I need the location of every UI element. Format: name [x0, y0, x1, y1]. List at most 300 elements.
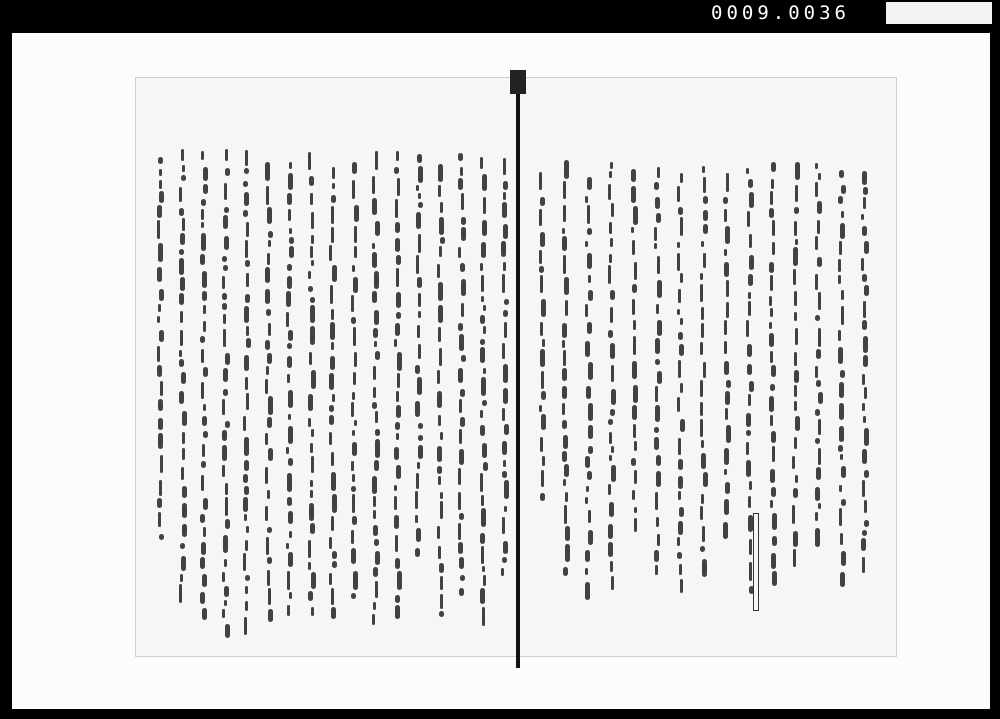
glyph-stroke — [585, 304, 588, 317]
glyph-stroke — [839, 508, 842, 526]
glyph-stroke — [373, 602, 376, 610]
glyph-stroke — [503, 181, 508, 190]
right-page-column — [768, 78, 778, 656]
glyph-stroke — [396, 465, 401, 479]
glyph-stroke — [397, 352, 402, 371]
glyph-stroke — [541, 299, 546, 317]
glyph-stroke — [159, 480, 162, 496]
glyph-stroke — [160, 381, 163, 396]
glyph-stroke — [483, 326, 486, 334]
glyph-stroke — [483, 368, 486, 374]
glyph-stroke — [655, 492, 658, 510]
left-page-column — [285, 78, 295, 656]
glyph-stroke — [268, 231, 273, 238]
glyph-stroke — [634, 470, 637, 484]
glyph-stroke — [815, 182, 818, 197]
glyph-stroke — [480, 410, 483, 418]
glyph-stroke — [224, 183, 227, 200]
glyph-stroke — [157, 365, 162, 377]
glyph-stroke — [268, 396, 273, 415]
glyph-stroke — [772, 220, 775, 236]
glyph-stroke — [332, 265, 337, 282]
glyph-stroke — [724, 361, 729, 375]
glyph-stroke — [395, 238, 400, 252]
glyph-stroke — [703, 177, 706, 193]
glyph-stroke — [352, 162, 357, 174]
glyph-stroke — [539, 266, 544, 273]
glyph-stroke — [840, 454, 843, 460]
glyph-stroke — [331, 309, 334, 320]
glyph-stroke — [459, 513, 464, 520]
glyph-stroke — [564, 505, 567, 524]
glyph-stroke — [482, 443, 487, 458]
glyph-stroke — [351, 402, 354, 417]
glyph-stroke — [587, 253, 592, 269]
glyph-stroke — [439, 246, 442, 257]
glyph-stroke — [655, 338, 660, 354]
glyph-stroke — [746, 168, 749, 174]
glyph-stroke — [680, 217, 683, 236]
glyph-stroke — [588, 446, 593, 454]
glyph-stroke — [563, 181, 566, 199]
glyph-stroke — [862, 374, 865, 385]
glyph-stroke — [726, 173, 729, 192]
glyph-stroke — [771, 553, 776, 569]
glyph-stroke — [246, 273, 249, 287]
glyph-stroke — [838, 445, 843, 452]
glyph-stroke — [181, 149, 184, 161]
glyph-stroke — [440, 501, 443, 519]
glyph-stroke — [770, 384, 775, 391]
glyph-stroke — [351, 317, 356, 324]
glyph-stroke — [861, 258, 864, 271]
glyph-stroke — [200, 557, 205, 569]
glyph-stroke — [772, 571, 777, 586]
glyph-stroke — [565, 492, 568, 502]
glyph-stroke — [815, 163, 818, 169]
glyph-stroke — [438, 476, 441, 485]
glyph-stroke — [634, 507, 637, 513]
glyph-stroke — [268, 588, 271, 605]
glyph-stroke — [244, 192, 249, 206]
glyph-stroke — [372, 252, 377, 268]
glyph-stroke — [418, 234, 421, 253]
glyph-stroke — [461, 303, 464, 317]
glyph-stroke — [415, 515, 418, 523]
glyph-stroke — [480, 263, 483, 271]
glyph-stroke — [286, 312, 289, 327]
glyph-stroke — [395, 558, 400, 569]
glyph-stroke — [182, 165, 185, 172]
glyph-stroke — [265, 289, 270, 304]
glyph-stroke — [201, 382, 204, 399]
glyph-stroke — [244, 168, 249, 174]
glyph-stroke — [222, 256, 227, 262]
glyph-stroke — [180, 330, 183, 346]
glyph-stroke — [268, 323, 271, 336]
glyph-stroke — [482, 607, 485, 626]
glyph-stroke — [396, 433, 399, 440]
glyph-stroke — [679, 507, 684, 517]
glyph-stroke — [440, 237, 445, 244]
glyph-stroke — [394, 339, 397, 347]
glyph-stroke — [794, 207, 799, 214]
glyph-stroke — [222, 293, 227, 300]
glyph-stroke — [657, 256, 660, 274]
glyph-stroke — [352, 392, 355, 400]
glyph-stroke — [396, 255, 401, 265]
glyph-stroke — [309, 352, 312, 365]
glyph-stroke — [158, 304, 161, 312]
glyph-stroke — [657, 320, 662, 336]
glyph-stroke — [480, 157, 483, 169]
glyph-stroke — [352, 442, 357, 456]
glyph-stroke — [225, 149, 228, 161]
glyph-stroke — [839, 426, 844, 442]
glyph-stroke — [795, 416, 800, 431]
glyph-stroke — [502, 202, 507, 218]
glyph-stroke — [374, 271, 379, 289]
glyph-stroke — [460, 389, 465, 397]
glyph-stroke — [700, 402, 703, 416]
glyph-stroke — [245, 377, 248, 390]
glyph-stroke — [609, 455, 612, 461]
glyph-stroke — [818, 448, 821, 465]
glyph-stroke — [481, 296, 484, 302]
glyph-stroke — [201, 199, 206, 206]
glyph-stroke — [311, 429, 314, 437]
glyph-stroke — [224, 559, 227, 567]
glyph-stroke — [375, 581, 378, 598]
glyph-stroke — [201, 151, 204, 160]
glyph-stroke — [539, 250, 542, 264]
left-page-column — [242, 78, 252, 656]
right-page-column — [538, 78, 548, 656]
book-spine — [516, 70, 520, 668]
glyph-stroke — [748, 496, 751, 508]
calibration-bar — [886, 2, 992, 24]
glyph-stroke — [373, 328, 378, 338]
glyph-stroke — [202, 608, 207, 620]
glyph-stroke — [864, 500, 867, 513]
glyph-stroke — [180, 233, 185, 245]
glyph-stroke — [703, 196, 708, 204]
glyph-stroke — [749, 539, 752, 555]
glyph-stroke — [329, 573, 332, 585]
glyph-stroke — [287, 276, 292, 289]
glyph-stroke — [585, 568, 588, 575]
glyph-stroke — [459, 588, 464, 596]
glyph-stroke — [841, 290, 844, 300]
glyph-stroke — [222, 430, 227, 441]
glyph-stroke — [418, 293, 421, 307]
glyph-stroke — [540, 493, 545, 501]
glyph-stroke — [289, 592, 292, 599]
glyph-stroke — [415, 401, 420, 417]
left-page-column — [479, 78, 489, 656]
glyph-stroke — [680, 579, 683, 593]
glyph-stroke — [746, 320, 749, 337]
glyph-stroke — [482, 400, 487, 406]
glyph-stroke — [611, 203, 614, 217]
glyph-stroke — [329, 415, 334, 425]
glyph-stroke — [375, 439, 380, 458]
glyph-stroke — [288, 330, 293, 341]
glyph-stroke — [397, 571, 402, 590]
glyph-stroke — [287, 343, 292, 349]
glyph-stroke — [460, 575, 465, 581]
glyph-stroke — [700, 546, 705, 552]
glyph-stroke — [375, 411, 378, 423]
glyph-stroke — [181, 372, 186, 384]
glyph-stroke — [863, 187, 868, 195]
glyph-stroke — [159, 289, 164, 301]
glyph-stroke — [202, 416, 207, 426]
glyph-stroke — [417, 277, 422, 288]
left-page — [136, 78, 516, 656]
glyph-stroke — [610, 561, 613, 572]
glyph-stroke — [723, 197, 728, 204]
glyph-stroke — [817, 220, 820, 234]
glyph-stroke — [748, 301, 751, 316]
glyph-stroke — [609, 171, 612, 178]
left-page-column — [371, 78, 381, 656]
glyph-stroke — [483, 305, 486, 311]
glyph-stroke — [503, 388, 508, 404]
glyph-stroke — [838, 347, 843, 364]
glyph-stroke — [818, 392, 823, 404]
glyph-stroke — [375, 221, 380, 236]
glyph-stroke — [540, 275, 543, 293]
glyph-stroke — [266, 309, 271, 316]
glyph-stroke — [310, 326, 315, 345]
right-page-column — [837, 78, 847, 656]
glyph-stroke — [203, 167, 208, 181]
glyph-stroke — [224, 236, 229, 250]
glyph-stroke — [726, 302, 729, 318]
glyph-stroke — [701, 241, 704, 247]
glyph-stroke — [158, 399, 163, 411]
glyph-stroke — [460, 167, 463, 176]
right-page-column — [676, 78, 686, 656]
glyph-stroke — [746, 430, 751, 436]
glyph-stroke — [310, 443, 313, 453]
glyph-stroke — [416, 528, 421, 542]
glyph-stroke — [352, 494, 355, 513]
glyph-stroke — [157, 498, 162, 508]
glyph-stroke — [655, 386, 658, 402]
glyph-stroke — [352, 474, 355, 482]
glyph-stroke — [747, 364, 752, 375]
glyph-stroke — [157, 220, 160, 239]
glyph-stroke — [586, 386, 591, 399]
glyph-stroke — [201, 233, 206, 251]
glyph-stroke — [839, 403, 844, 420]
glyph-stroke — [287, 193, 292, 205]
glyph-stroke — [288, 426, 293, 444]
glyph-stroke — [372, 402, 377, 409]
glyph-stroke — [655, 359, 660, 365]
glyph-stroke — [724, 499, 729, 515]
glyph-stroke — [588, 403, 593, 421]
glyph-stroke — [864, 285, 869, 296]
glyph-stroke — [862, 274, 867, 282]
glyph-stroke — [541, 470, 544, 487]
glyph-stroke — [158, 512, 161, 527]
glyph-stroke — [268, 240, 271, 247]
glyph-stroke — [308, 271, 311, 279]
glyph-stroke — [770, 415, 773, 426]
glyph-stroke — [287, 264, 292, 271]
glyph-stroke — [634, 441, 637, 451]
glyph-stroke — [861, 538, 866, 551]
glyph-stroke — [587, 471, 592, 480]
glyph-stroke — [459, 399, 462, 413]
glyph-stroke — [816, 380, 821, 387]
left-page-column — [264, 78, 274, 656]
glyph-stroke — [437, 391, 442, 408]
glyph-stroke — [565, 526, 570, 541]
glyph-stroke — [748, 179, 753, 188]
glyph-stroke — [182, 503, 187, 518]
glyph-stroke — [437, 264, 440, 278]
glyph-stroke — [329, 245, 332, 261]
glyph-stroke — [608, 524, 613, 539]
glyph-stroke — [352, 516, 357, 525]
glyph-stroke — [700, 273, 703, 280]
left-page-column — [328, 78, 338, 656]
glyph-stroke — [540, 322, 543, 336]
glyph-stroke — [586, 486, 589, 492]
glyph-stroke — [841, 211, 844, 218]
glyph-stroke — [351, 530, 354, 544]
glyph-stroke — [770, 275, 773, 291]
glyph-stroke — [748, 394, 751, 406]
glyph-stroke — [309, 503, 314, 521]
glyph-stroke — [265, 267, 270, 283]
glyph-stroke — [243, 497, 248, 512]
glyph-stroke — [563, 567, 568, 576]
glyph-stroke — [504, 506, 507, 512]
glyph-stroke — [677, 537, 680, 546]
glyph-stroke — [585, 456, 590, 468]
glyph-stroke — [863, 416, 866, 423]
glyph-stroke — [587, 177, 592, 190]
glyph-stroke — [351, 593, 356, 599]
glyph-stroke — [862, 226, 867, 236]
glyph-stroke — [439, 217, 444, 235]
glyph-stroke — [245, 294, 250, 303]
glyph-stroke — [838, 196, 843, 204]
glyph-stroke — [504, 480, 509, 499]
glyph-stroke — [458, 178, 463, 190]
glyph-stroke — [841, 306, 844, 325]
glyph-stroke — [310, 523, 315, 534]
glyph-stroke — [610, 290, 615, 300]
glyph-stroke — [394, 496, 397, 510]
glyph-stroke — [202, 444, 205, 457]
glyph-stroke — [310, 297, 315, 303]
glyph-stroke — [703, 472, 708, 487]
glyph-stroke — [222, 572, 225, 582]
glyph-stroke — [394, 515, 399, 529]
glyph-stroke — [587, 205, 590, 224]
glyph-stroke — [354, 420, 357, 426]
glyph-stroke — [724, 262, 729, 277]
glyph-stroke — [418, 202, 423, 208]
glyph-stroke — [701, 440, 704, 448]
glyph-stroke — [331, 588, 334, 605]
glyph-stroke — [839, 382, 844, 398]
glyph-stroke — [244, 460, 249, 471]
glyph-stroke — [588, 530, 593, 545]
glyph-stroke — [678, 438, 681, 455]
glyph-stroke — [309, 176, 314, 186]
glyph-stroke — [677, 552, 682, 559]
glyph-stroke — [501, 568, 504, 576]
glyph-stroke — [677, 253, 680, 271]
glyph-stroke — [289, 246, 294, 258]
glyph-stroke — [308, 562, 311, 570]
glyph-stroke — [372, 243, 375, 249]
glyph-stroke — [611, 465, 616, 482]
glyph-stroke — [563, 255, 566, 274]
glyph-stroke — [245, 150, 248, 166]
glyph-stroke — [610, 409, 615, 416]
glyph-stroke — [610, 238, 613, 247]
glyph-stroke — [795, 162, 800, 180]
glyph-stroke — [703, 210, 708, 221]
glyph-stroke — [374, 539, 379, 546]
glyph-stroke — [158, 418, 163, 430]
glyph-stroke — [310, 490, 313, 498]
glyph-stroke — [608, 542, 613, 557]
glyph-stroke — [611, 389, 616, 405]
glyph-stroke — [158, 433, 163, 449]
glyph-stroke — [159, 180, 162, 189]
left-page-column — [457, 78, 467, 656]
glyph-stroke — [246, 526, 249, 533]
glyph-stroke — [562, 403, 565, 415]
glyph-stroke — [794, 385, 797, 397]
glyph-stroke — [203, 431, 208, 438]
glyph-stroke — [180, 574, 183, 582]
glyph-stroke — [418, 344, 421, 359]
glyph-stroke — [396, 151, 399, 161]
glyph-stroke — [287, 374, 290, 383]
glyph-stroke — [374, 460, 379, 471]
glyph-stroke — [418, 166, 423, 183]
glyph-stroke — [372, 291, 377, 303]
glyph-stroke — [416, 473, 419, 489]
glyph-stroke — [182, 218, 185, 231]
glyph-stroke — [862, 403, 865, 411]
glyph-stroke — [267, 557, 272, 564]
glyph-stroke — [157, 267, 162, 282]
glyph-stroke — [267, 253, 270, 265]
glyph-stroke — [265, 379, 268, 394]
glyph-stroke — [862, 530, 867, 536]
glyph-stroke — [458, 247, 461, 258]
glyph-stroke — [701, 453, 706, 469]
glyph-stroke — [608, 184, 611, 200]
glyph-stroke — [181, 175, 186, 181]
glyph-stroke — [439, 611, 444, 617]
glyph-stroke — [331, 472, 336, 491]
glyph-stroke — [160, 455, 163, 473]
glyph-stroke — [770, 191, 773, 205]
glyph-stroke — [680, 383, 683, 393]
